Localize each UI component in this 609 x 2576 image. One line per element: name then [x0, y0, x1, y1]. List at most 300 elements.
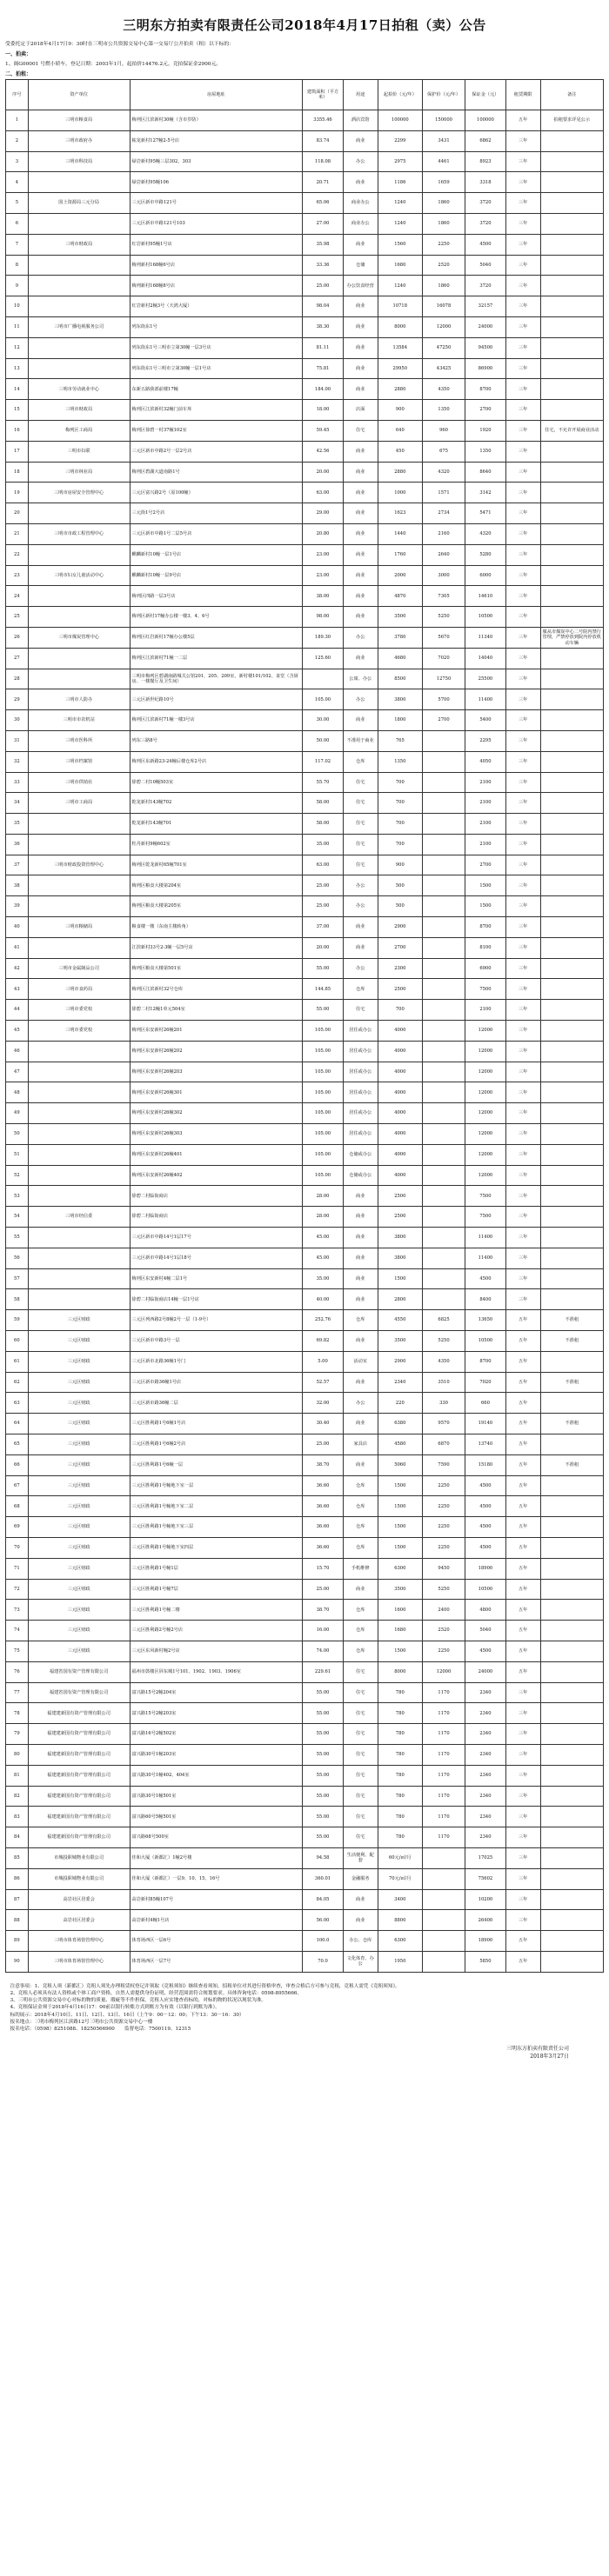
table-cell: 14040 — [465, 648, 506, 669]
table-cell: 三元区新市路36幢1号店 — [130, 1372, 303, 1393]
table-cell: 住宅 — [343, 1807, 378, 1827]
table-cell: 列东三路8号 — [130, 730, 303, 751]
table-cell: 不准租 — [540, 1331, 603, 1352]
table-cell: 商业 — [343, 1579, 378, 1600]
table-cell: 佳和大厦（新都汇）1幢2号楼 — [130, 1847, 303, 1868]
table-cell — [423, 772, 465, 793]
table-row — [6, 1268, 604, 1289]
table-cell: 1350 — [423, 400, 465, 421]
header-cell: 建筑面积（平方米） — [303, 80, 344, 110]
table-cell: 1000 — [378, 483, 422, 503]
table-cell: 富兴路60号5幢501室 — [130, 1807, 303, 1827]
table-cell: 高岩社区居委会 — [28, 1889, 130, 1910]
table-row — [6, 1661, 604, 1682]
table-cell: 13 — [6, 358, 29, 379]
table-cell: 42.56 — [303, 441, 344, 462]
table-cell: 5040 — [465, 1621, 506, 1641]
table-cell — [423, 1889, 465, 1910]
table-cell: 12000 — [423, 1661, 465, 1682]
table-cell — [28, 814, 130, 835]
table-row — [6, 193, 604, 214]
table-cell: 不准租 — [540, 1414, 603, 1434]
note-line: 3、三明市公共资源交易中心对标的物的质量、瑕疵等不作担保，竞租人应实地查看标的，对标的物的状况以现状为准。 — [10, 1998, 267, 2004]
table-cell: 办公 — [343, 896, 378, 917]
table-cell: 1500 — [378, 1496, 422, 1517]
table-cell: 12000 — [465, 1103, 506, 1124]
note-line: 报名地点：三明市梅列区江滨路12号三明市公共资源交易中心一楼 — [10, 2019, 153, 2025]
table-cell: 仓库 — [343, 1475, 378, 1496]
table-cell — [540, 814, 603, 835]
table-row — [6, 1579, 604, 1600]
table-cell: 活动室 — [343, 1351, 378, 1372]
table-cell: 25500 — [465, 669, 506, 689]
table-cell: 14 — [6, 379, 29, 400]
table-row — [6, 814, 604, 835]
table-row — [6, 1207, 604, 1228]
table-cell: 2500 — [378, 1207, 422, 1228]
table-cell: 2340 — [465, 1786, 506, 1807]
table-cell: 住宅 — [343, 1703, 378, 1724]
table-cell: 28.00 — [303, 1207, 344, 1228]
table-cell: 55.00 — [303, 1807, 344, 1827]
table-cell: 五年 — [505, 110, 540, 131]
table-cell: 三年 — [505, 316, 540, 337]
table-cell: 900 — [378, 855, 422, 875]
table-cell — [540, 1124, 603, 1145]
table-cell: 三元区财政 — [28, 1372, 130, 1393]
table-row — [6, 1372, 604, 1393]
table-cell: 麒麟新村10幢一层9号店 — [130, 565, 303, 586]
table-cell: 60元/㎡/月 — [378, 1847, 422, 1868]
table-cell — [540, 1351, 603, 1372]
table-cell: 三明市政府办 — [28, 130, 130, 151]
table-cell: 金融服务 — [343, 1868, 378, 1889]
table-cell: 三明市委党校 — [28, 1000, 130, 1021]
table-cell: 780 — [378, 1703, 422, 1724]
table-cell: 2880 — [378, 379, 422, 400]
table-cell: 3800 — [378, 1228, 422, 1248]
table-row — [6, 1021, 604, 1042]
table-cell: 三年 — [505, 730, 540, 751]
table-cell: 5250 — [423, 1579, 465, 1600]
table-cell: 700 — [378, 834, 422, 855]
table-cell — [540, 1807, 603, 1827]
table-cell: 三明市科技局 — [28, 151, 130, 172]
table-cell: 36.60 — [303, 1537, 344, 1558]
table-row — [6, 1434, 604, 1455]
table-cell: 办公、仓库 — [343, 1931, 378, 1952]
table-cell: 25.00 — [303, 875, 344, 896]
table-cell: 450 — [378, 441, 422, 462]
table-cell: 20.80 — [303, 523, 344, 544]
table-row — [6, 483, 604, 503]
table-cell — [540, 1579, 603, 1600]
table-cell: 梅列区粮食大楼第205室 — [130, 896, 303, 917]
table-row — [6, 462, 604, 483]
table-cell: 2100 — [465, 793, 506, 814]
table-cell — [28, 1165, 130, 1186]
table-cell: 商业 — [343, 523, 378, 544]
table-cell: 1950 — [378, 1951, 422, 1972]
table-cell: 五年 — [505, 1454, 540, 1475]
table-cell: 4500 — [465, 1537, 506, 1558]
sale-item: 1、闽G00001 号燃小轿车，登记日期：2003年1月，起拍价14476.2元，竞拍保证金2900元。 — [5, 62, 222, 67]
table-cell: 6825 — [423, 1310, 465, 1331]
table-row — [6, 1454, 604, 1475]
table-row — [6, 1703, 604, 1724]
table-row — [6, 1600, 604, 1621]
table-cell — [423, 1951, 465, 1972]
table-cell — [540, 1951, 603, 1972]
table-cell: 三年 — [505, 1847, 540, 1868]
table-cell: 三年 — [505, 255, 540, 276]
table-cell: 70.0 — [303, 1951, 344, 1972]
table-cell: 6 — [6, 213, 29, 234]
table-cell — [540, 1641, 603, 1661]
table-cell: 乾龙新村143幢701 — [130, 814, 303, 835]
table-cell: 三年 — [505, 296, 540, 317]
table-cell: 20 — [6, 503, 29, 524]
table-row — [6, 1517, 604, 1538]
table-cell — [540, 917, 603, 938]
table-cell: 三元区胜利路1号幢地下室一层 — [130, 1475, 303, 1496]
table-cell: 79 — [6, 1724, 29, 1745]
table-cell: 700 — [378, 772, 422, 793]
table-cell — [303, 669, 344, 689]
table-cell: 梅列区四路一层3号店 — [130, 586, 303, 607]
table-cell: 三年 — [505, 875, 540, 896]
table-cell: 76 — [6, 1661, 29, 1682]
table-cell: 30 — [6, 710, 29, 731]
table-cell: 牡丹新村9幢602室 — [130, 834, 303, 855]
table-cell — [28, 544, 130, 565]
table-row — [6, 1641, 604, 1661]
table-cell: 3800 — [378, 1248, 422, 1268]
table-cell: 34 — [6, 793, 29, 814]
table-cell: 商业 — [343, 337, 378, 358]
table-cell: 6862 — [465, 130, 506, 151]
table-cell — [540, 1847, 603, 1868]
table-cell: 三明市经信委 — [28, 1207, 130, 1228]
table-cell: 4350 — [423, 379, 465, 400]
table-cell: 三明市房屋安全管理中心 — [28, 483, 130, 503]
table-row — [6, 1889, 604, 1910]
table-cell: 3400 — [378, 1889, 422, 1910]
table-row — [6, 1289, 604, 1310]
table-cell: 47250 — [423, 337, 465, 358]
table-cell: 3000 — [423, 565, 465, 586]
table-cell: 三元区新市中路14号1层17号 — [130, 1228, 303, 1248]
table-cell: 105.00 — [303, 1144, 344, 1165]
table-cell: 三明市煤炭管理中心 — [28, 627, 130, 648]
table-cell: 1500 — [378, 1641, 422, 1661]
table-cell: 仓库 — [343, 1600, 378, 1621]
table-cell: 27 — [6, 648, 29, 669]
table-cell: 1170 — [423, 1744, 465, 1765]
notes-block — [5, 1983, 604, 2033]
table-cell: 三年 — [505, 834, 540, 855]
table-cell: 商业 — [343, 1228, 378, 1248]
table-cell: 105.00 — [303, 689, 344, 710]
table-row — [6, 1621, 604, 1641]
table-cell: 2295 — [465, 730, 506, 751]
table-cell: 商业 — [343, 565, 378, 586]
table-cell: 30.40 — [303, 1414, 344, 1434]
table-cell: 36.60 — [303, 1517, 344, 1538]
header-cell: 序号 — [6, 80, 29, 110]
table-cell: 2340 — [465, 1807, 506, 1827]
table-cell: 2250 — [423, 234, 465, 255]
table-cell: 2734 — [423, 503, 465, 524]
table-cell: 12000 — [465, 1144, 506, 1165]
table-cell: 三元区财政 — [28, 1414, 130, 1434]
table-cell: 12000 — [465, 1062, 506, 1082]
table-cell: 三明市财政局 — [28, 400, 130, 421]
table-cell: 商业 — [343, 917, 378, 938]
table-cell — [28, 213, 130, 234]
table-cell: 27.00 — [303, 213, 344, 234]
table-cell: 77 — [6, 1682, 29, 1703]
table-row — [6, 151, 604, 172]
table-cell: 三元区胜利路1号6幢一层 — [130, 1454, 303, 1475]
table-cell: 1170 — [423, 1807, 465, 1827]
table-row — [6, 1868, 604, 1889]
table-cell: 9450 — [423, 1558, 465, 1579]
table-row — [6, 772, 604, 793]
table-row — [6, 627, 604, 648]
table-cell: 2880 — [378, 462, 422, 483]
table-cell: 三年 — [505, 979, 540, 1000]
table-cell: 1170 — [423, 1703, 465, 1724]
table-cell: 55.70 — [303, 772, 344, 793]
table-cell — [423, 1144, 465, 1165]
table-cell: 三年 — [505, 1103, 540, 1124]
table-row — [6, 917, 604, 938]
table-cell: 三年 — [505, 544, 540, 565]
table-cell — [423, 1082, 465, 1103]
table-cell: 6870 — [423, 1434, 465, 1455]
table-cell: 三明市供销社 — [28, 772, 130, 793]
table-cell: 仓库 — [343, 1496, 378, 1517]
table-cell: 2340 — [465, 1744, 506, 1765]
table-row — [6, 441, 604, 462]
table-cell: 五年 — [505, 1537, 540, 1558]
table-cell: 51 — [6, 1144, 29, 1165]
table-row — [6, 379, 604, 400]
table-cell: 35.00 — [303, 1268, 344, 1289]
table-cell: 梅列区东安新村26幢201 — [130, 1021, 303, 1042]
table-cell: 三元区胜利路1号幢地下室二层 — [130, 1496, 303, 1517]
table-cell: 住宅 — [343, 772, 378, 793]
table-cell: 住宅 — [343, 1000, 378, 1021]
table-cell: 125.60 — [303, 648, 344, 669]
table-cell: 1500 — [378, 1475, 422, 1496]
table-cell — [540, 1000, 603, 1021]
table-cell: 五年 — [505, 1434, 540, 1455]
table-cell: 居住或办公 — [343, 1041, 378, 1062]
table-cell: 40 — [6, 917, 29, 938]
table-cell: 780 — [378, 1682, 422, 1703]
table-cell: 仓储 — [343, 255, 378, 276]
table-cell: 三元区列西路2号8幢2号一层（1-9号） — [130, 1310, 303, 1331]
table-cell: 2299 — [378, 130, 422, 151]
table-cell — [28, 1289, 130, 1310]
table-cell: 47 — [6, 1062, 29, 1082]
note-line: 4、竞租保证金须于2018年4月16日17：00前以银行转账方式到账方为有效（以银行到账为准）。 — [10, 2005, 220, 2011]
table-cell: 26400 — [465, 1910, 506, 1931]
table-cell: 5700 — [423, 689, 465, 710]
table-cell: 不准租 — [540, 1372, 603, 1393]
table-cell: 住宅，不允许开展商业活动 — [540, 420, 603, 441]
table-cell — [28, 607, 130, 628]
table-cell: 梅列新村168幢6号店 — [130, 255, 303, 276]
table-cell: 35.00 — [303, 834, 344, 855]
table-cell: 三元区财政 — [28, 1310, 130, 1331]
table-cell: 三元区胜利路1号6幢2号店 — [130, 1434, 303, 1455]
table-cell: 4320 — [423, 462, 465, 483]
table-cell: 三年 — [505, 917, 540, 938]
table-cell: 4050 — [465, 751, 506, 772]
table-cell: 3800 — [378, 689, 422, 710]
table-cell: 83.74 — [303, 130, 344, 151]
table-row — [6, 1827, 604, 1848]
table-cell: 8700 — [465, 917, 506, 938]
table-cell: 江滨新村33号2-3幢一层5号店 — [130, 937, 303, 958]
table-row — [6, 213, 604, 234]
table-cell: 店面 — [343, 400, 378, 421]
table-cell: 三年 — [505, 1682, 540, 1703]
table-cell: 三元区财政 — [28, 1454, 130, 1475]
table-cell: 富兴路68号500室 — [130, 1827, 303, 1848]
table-cell: 办公 — [343, 1393, 378, 1414]
table-cell: 商业 — [343, 1372, 378, 1393]
table-cell: 五年 — [505, 1558, 540, 1579]
table-cell — [540, 979, 603, 1000]
table-cell: 三年 — [505, 1289, 540, 1310]
table-cell: 三年 — [505, 896, 540, 917]
table-cell: 1760 — [378, 544, 422, 565]
table-cell: 44 — [6, 1000, 29, 1021]
table-cell: 6300 — [378, 1931, 422, 1952]
table-cell — [28, 896, 130, 917]
table-cell: 12000 — [465, 1082, 506, 1103]
table-cell: 商业 — [343, 1331, 378, 1352]
table-cell: 23 — [6, 565, 29, 586]
table-cell: 1680 — [378, 255, 422, 276]
table-cell: 三明市林业局 — [28, 462, 130, 483]
table-cell: 商业 — [343, 710, 378, 731]
table-row — [6, 1062, 604, 1082]
table-cell: 220 — [378, 1393, 422, 1414]
table-cell: 1659 — [423, 172, 465, 193]
table-cell: 7590 — [423, 1454, 465, 1475]
table-cell: 29950 — [378, 358, 422, 379]
table-cell: 三元区财政 — [28, 1579, 130, 1600]
table-cell: 居住或办公 — [343, 1021, 378, 1042]
table-cell — [423, 814, 465, 835]
table-cell: 81 — [6, 1765, 29, 1786]
table-cell: 15.70 — [303, 1558, 344, 1579]
table-cell: 105.00 — [303, 1062, 344, 1082]
table-cell: 8000 — [378, 1661, 422, 1682]
table-cell: 三年 — [505, 337, 540, 358]
table-cell — [540, 1558, 603, 1579]
table-cell: 700 — [378, 814, 422, 835]
table-cell: 105.00 — [303, 1165, 344, 1186]
table-cell: 2700 — [378, 937, 422, 958]
table-cell: 住宅 — [343, 1765, 378, 1786]
table-cell: 32 — [6, 751, 29, 772]
table-cell: 55 — [6, 1228, 29, 1248]
table-cell: 660 — [465, 1393, 506, 1414]
table-cell: 71 — [6, 1558, 29, 1579]
table-cell — [540, 523, 603, 544]
table-cell: 商业 — [343, 648, 378, 669]
table-cell — [540, 689, 603, 710]
table-cell — [540, 1931, 603, 1952]
table-cell: 85 — [6, 1847, 29, 1868]
table-cell: 商业 — [343, 586, 378, 607]
table-cell: 办公 — [343, 958, 378, 979]
table-cell: 65 — [6, 1434, 29, 1455]
table-cell: 4500 — [465, 1268, 506, 1289]
table-cell: 乾龙新村143幢702 — [130, 793, 303, 814]
table-cell: 仓储或办公 — [343, 1144, 378, 1165]
table-cell: 三年 — [505, 1248, 540, 1268]
table-cell: 服从市煤炭中心二号院内禁行管理，严禁停放到院内停放机动车辆 — [540, 627, 603, 648]
table-cell: 三元区财政 — [28, 1434, 130, 1455]
table-cell: 66 — [6, 1454, 29, 1475]
table-cell: 7500 — [465, 979, 506, 1000]
table-cell: 三年 — [505, 793, 540, 814]
table-cell: 2100 — [465, 814, 506, 835]
table-cell: 1623 — [378, 503, 422, 524]
table-cell: 105.00 — [303, 1041, 344, 1062]
table-cell: 2250 — [423, 1517, 465, 1538]
table-cell — [540, 1724, 603, 1745]
table-cell: 4 — [6, 172, 29, 193]
table-cell: 梅列区碧湖大道南路1号 — [130, 462, 303, 483]
table-cell: 三元区胜利路1号幢二楼 — [130, 1600, 303, 1621]
table-cell: 105.00 — [303, 1103, 344, 1124]
table-cell — [423, 875, 465, 896]
table-cell: 25.00 — [303, 896, 344, 917]
table-cell — [540, 1103, 603, 1124]
table-cell — [540, 172, 603, 193]
table-cell: 43425 — [423, 358, 465, 379]
table-cell: 三元区财政 — [28, 1537, 130, 1558]
table-cell: 三年 — [505, 172, 540, 193]
table-cell: 5850 — [465, 1951, 506, 1972]
table-cell: 3 — [6, 151, 29, 172]
table-cell: 3318 — [465, 172, 506, 193]
table-cell: 5060 — [378, 1454, 422, 1475]
table-cell: 商业 — [343, 1207, 378, 1228]
table-cell: 46 — [6, 1041, 29, 1062]
table-row — [6, 1393, 604, 1414]
table-cell — [423, 1847, 465, 1868]
table-row — [6, 1910, 604, 1931]
table-cell: 1860 — [423, 276, 465, 296]
table-cell — [540, 1041, 603, 1062]
table-cell — [423, 1248, 465, 1268]
table-cell: 三年 — [505, 958, 540, 979]
table-cell: 梅列区江滨新村71幢一二层 — [130, 648, 303, 669]
table-cell: 五年 — [505, 1661, 540, 1682]
table-cell: 500 — [378, 875, 422, 896]
table-cell — [540, 1434, 603, 1455]
table-cell: 三年 — [505, 358, 540, 379]
